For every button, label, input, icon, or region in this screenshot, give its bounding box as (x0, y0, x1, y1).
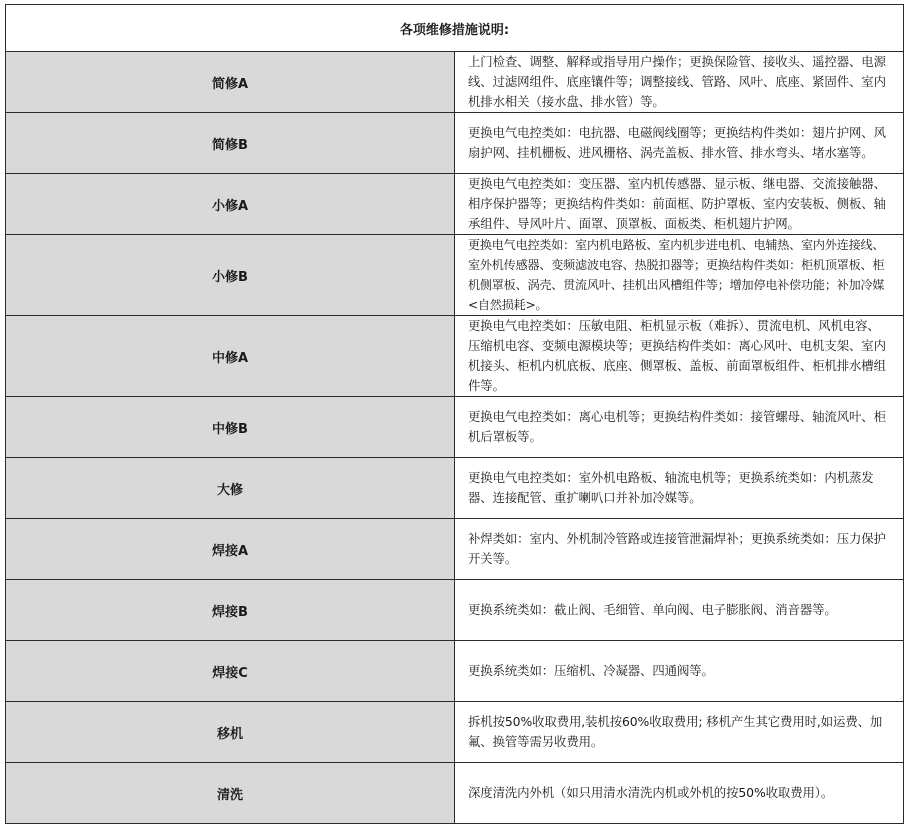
row-label: 小修B (6, 235, 455, 316)
row-label: 移机 (6, 702, 455, 763)
table-title-row (6, 5, 904, 52)
table-row (6, 458, 904, 519)
maintenance-measures-sheet (5, 4, 904, 824)
table-row (6, 702, 904, 763)
row-description: 更换电气电控类如：室外机电路板、轴流电机等；更换系统类如：内机蒸发器、连接配管、重扩喇叭口并补加冷媒等。 (455, 458, 904, 519)
row-label: 中修A (6, 316, 455, 397)
row-description: 拆机按50%收取费用,装机按60%收取费用; 移机产生其它费用时,如运费、加氟、换管等需另收费用。 (455, 702, 904, 763)
row-description: 更换系统类如：截止阀、毛细管、单向阀、电子膨胀阀、消音器等。 (455, 580, 904, 641)
row-label: 简修A (6, 52, 455, 113)
table-row (6, 316, 904, 397)
table-row (6, 519, 904, 580)
row-label: 小修A (6, 174, 455, 235)
row-description: 更换电气电控类如：电抗器、电磁阀线圈等；更换结构件类如：翅片护网、风扇护网、挂机栅板、进风栅格、涡壳盖板、排水管、排水弯头、堵水塞等。 (455, 113, 904, 174)
row-label: 简修B (6, 113, 455, 174)
table-title: 各项维修措施说明: (6, 5, 904, 52)
row-description: 补焊类如：室内、外机制冷管路或连接管泄漏焊补；更换系统类如：压力保护开关等。 (455, 519, 904, 580)
row-description: 更换电气电控类如：变压器、室内机传感器、显示板、继电器、交流接触器、相序保护器等；更换结构件类如：前面框、防护罩板、室内安装板、侧板、轴承组件、导风叶片、面罩、顶罩板、面板类、柜机翅片护网。 (455, 174, 904, 235)
table-row (6, 397, 904, 458)
row-description: 更换系统类如：压缩机、冷凝器、四通阀等。 (455, 641, 904, 702)
row-label: 焊接C (6, 641, 455, 702)
table-row (6, 235, 904, 316)
row-label: 大修 (6, 458, 455, 519)
row-label: 清洗 (6, 763, 455, 824)
row-description: 深度清洗内外机（如只用清水清洗内机或外机的按50%收取费用）。 (455, 763, 904, 824)
table-row (6, 113, 904, 174)
row-description: 更换电气电控类如：室内机电路板、室内机步进电机、电辅热、室内外连接线、室外机传感器、变频滤波电容、热脱扣器等；更换结构件类如：柜机顶罩板、柜机侧罩板、涡壳、贯流风叶、挂机出风槽组件等；增加停电补偿功能；补加冷媒<自然损耗>。 (455, 235, 904, 316)
table-row (6, 174, 904, 235)
table-row (6, 641, 904, 702)
row-description: 更换电气电控类如：离心电机等；更换结构件类如：接管螺母、轴流风叶、柜机后罩板等。 (455, 397, 904, 458)
row-label: 中修B (6, 397, 455, 458)
row-description: 上门检查、调整、解释或指导用户操作；更换保险管、接收头、遥控器、电源线、过滤网组件、底座镶件等；调整接线、管路、风叶、底座、紧固件、室内机排水相关（接水盘、排水管）等。 (455, 52, 904, 113)
maintenance-table (5, 4, 904, 824)
row-label: 焊接B (6, 580, 455, 641)
table-row (6, 580, 904, 641)
row-description: 更换电气电控类如：压敏电阻、柜机显示板（难拆）、贯流电机、风机电容、压缩机电容、变频电源模块等；更换结构件类如：离心风叶、电机支架、室内机接头、柜机内机底板、底座、侧罩板、盖板、前面罩板组件、柜机排水槽组件等。 (455, 316, 904, 397)
row-label: 焊接A (6, 519, 455, 580)
table-row (6, 52, 904, 113)
table-row (6, 763, 904, 824)
